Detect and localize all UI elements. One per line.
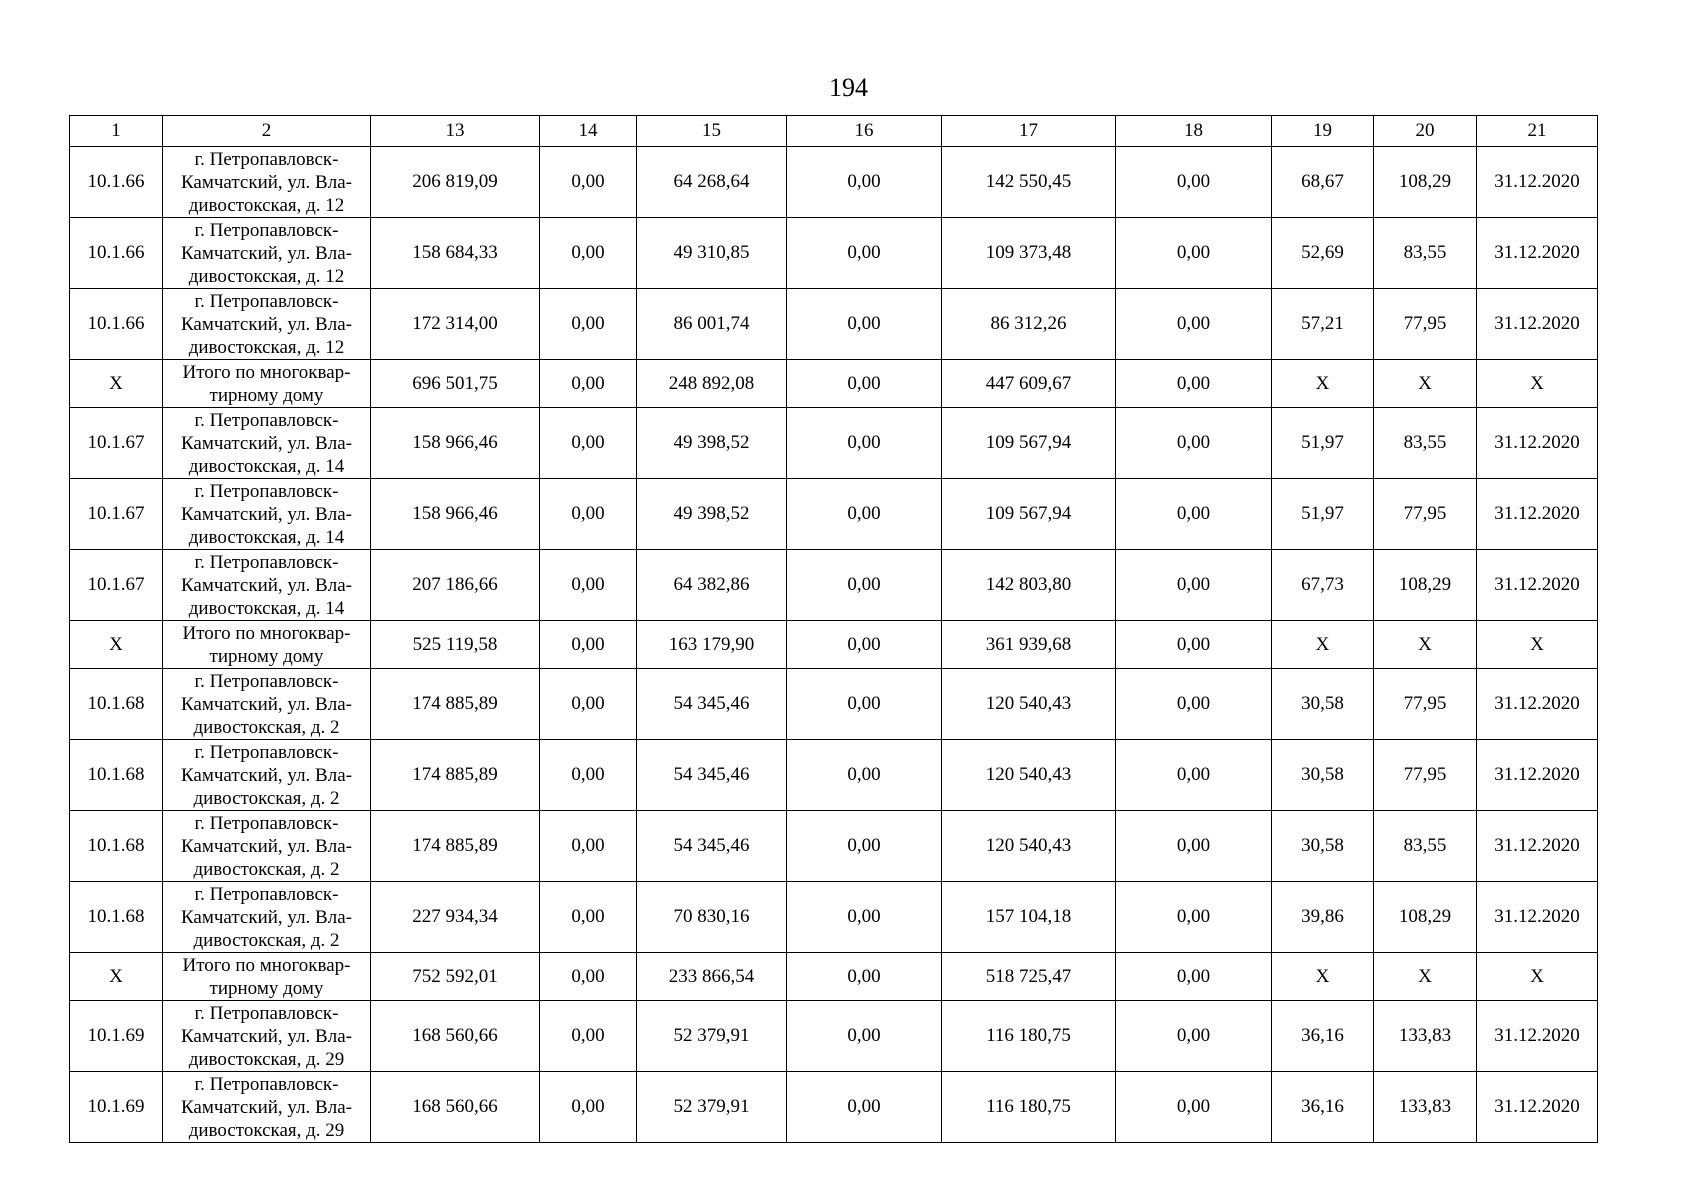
cell-col-15: 70 830,16 <box>637 882 787 953</box>
column-header-17: 17 <box>942 116 1116 147</box>
cell-col-18: 0,00 <box>1116 408 1272 479</box>
cell-col-18: 0,00 <box>1116 953 1272 1001</box>
address-cell: г. Петропавловск-Камчатский, ул. Вла-дивостокская, д. 14 <box>163 408 371 479</box>
cell-col-15: 49 310,85 <box>637 218 787 289</box>
cell-col-18: 0,00 <box>1116 811 1272 882</box>
cell-col-17: 109 567,94 <box>942 479 1116 550</box>
cell-col-21: 31.12.2020 <box>1477 408 1598 479</box>
address-cell: г. Петропавловск-Камчатский, ул. Вла-дивостокская, д. 12 <box>163 147 371 218</box>
cell-col-20: 133,83 <box>1374 1001 1477 1072</box>
cell-col-20: 108,29 <box>1374 147 1477 218</box>
cell-col-17: 120 540,43 <box>942 669 1116 740</box>
table-row <box>70 882 1598 953</box>
cell-col-1: X <box>70 953 163 1001</box>
cell-col-14: 0,00 <box>540 147 637 218</box>
cell-col-13: 172 314,00 <box>371 289 540 360</box>
table-row <box>70 218 1598 289</box>
cell-col-20: 83,55 <box>1374 408 1477 479</box>
cell-col-15: 52 379,91 <box>637 1072 787 1143</box>
cell-col-16: 0,00 <box>787 669 942 740</box>
cell-col-16: 0,00 <box>787 147 942 218</box>
cell-col-13: 207 186,66 <box>371 550 540 621</box>
cell-col-1: 10.1.66 <box>70 218 163 289</box>
cell-col-20: 108,29 <box>1374 550 1477 621</box>
cell-col-14: 0,00 <box>540 740 637 811</box>
cell-col-18: 0,00 <box>1116 1072 1272 1143</box>
cell-col-20: X <box>1374 953 1477 1001</box>
column-header-16: 16 <box>787 116 942 147</box>
total-label-cell: Итого по многоквар-тирному дому <box>163 953 371 1001</box>
address-cell: г. Петропавловск-Камчатский, ул. Вла-дивостокская, д. 29 <box>163 1072 371 1143</box>
cell-col-17: 86 312,26 <box>942 289 1116 360</box>
cell-col-15: 64 382,86 <box>637 550 787 621</box>
table-row <box>70 479 1598 550</box>
cell-col-15: 52 379,91 <box>637 1001 787 1072</box>
cell-col-16: 0,00 <box>787 479 942 550</box>
total-label-cell: Итого по многоквар-тирному дому <box>163 360 371 408</box>
table-row <box>70 550 1598 621</box>
cell-col-19: 68,67 <box>1272 147 1374 218</box>
cell-col-14: 0,00 <box>540 669 637 740</box>
cell-col-14: 0,00 <box>540 621 637 669</box>
column-header-1: 1 <box>70 116 163 147</box>
cell-col-21: 31.12.2020 <box>1477 147 1598 218</box>
cell-col-14: 0,00 <box>540 218 637 289</box>
table-row <box>70 740 1598 811</box>
cell-col-21: X <box>1477 953 1598 1001</box>
cell-col-13: 174 885,89 <box>371 669 540 740</box>
cell-col-17: 142 803,80 <box>942 550 1116 621</box>
cell-col-19: 36,16 <box>1272 1072 1374 1143</box>
cell-col-15: 64 268,64 <box>637 147 787 218</box>
cell-col-14: 0,00 <box>540 479 637 550</box>
cell-col-13: 525 119,58 <box>371 621 540 669</box>
cell-col-17: 361 939,68 <box>942 621 1116 669</box>
address-cell: г. Петропавловск-Камчатский, ул. Вла-дивостокская, д. 2 <box>163 740 371 811</box>
cell-col-15: 163 179,90 <box>637 621 787 669</box>
cell-col-18: 0,00 <box>1116 479 1272 550</box>
cell-col-20: 83,55 <box>1374 811 1477 882</box>
cell-col-15: 233 866,54 <box>637 953 787 1001</box>
cell-col-19: 57,21 <box>1272 289 1374 360</box>
address-cell: г. Петропавловск-Камчатский, ул. Вла-дивостокская, д. 12 <box>163 289 371 360</box>
cell-col-13: 174 885,89 <box>371 740 540 811</box>
cell-col-18: 0,00 <box>1116 882 1272 953</box>
cell-col-18: 0,00 <box>1116 740 1272 811</box>
cell-col-17: 120 540,43 <box>942 811 1116 882</box>
cell-col-16: 0,00 <box>787 740 942 811</box>
cell-col-21: 31.12.2020 <box>1477 882 1598 953</box>
cell-col-18: 0,00 <box>1116 550 1272 621</box>
cell-col-17: 109 567,94 <box>942 408 1116 479</box>
cell-col-13: 168 560,66 <box>371 1001 540 1072</box>
cell-col-1: 10.1.68 <box>70 882 163 953</box>
cell-col-19: 67,73 <box>1272 550 1374 621</box>
address-cell: г. Петропавловск-Камчатский, ул. Вла-дивостокская, д. 2 <box>163 811 371 882</box>
table-row <box>70 669 1598 740</box>
column-header-15: 15 <box>637 116 787 147</box>
table-row <box>70 408 1598 479</box>
cell-col-21: 31.12.2020 <box>1477 479 1598 550</box>
cell-col-21: 31.12.2020 <box>1477 811 1598 882</box>
cell-col-16: 0,00 <box>787 289 942 360</box>
address-cell: г. Петропавловск-Камчатский, ул. Вла-дивостокская, д. 2 <box>163 669 371 740</box>
cell-col-16: 0,00 <box>787 882 942 953</box>
table-row <box>70 811 1598 882</box>
cell-col-13: 752 592,01 <box>371 953 540 1001</box>
cell-col-20: 77,95 <box>1374 479 1477 550</box>
cell-col-20: 133,83 <box>1374 1072 1477 1143</box>
column-header-14: 14 <box>540 116 637 147</box>
cell-col-16: 0,00 <box>787 1001 942 1072</box>
cell-col-14: 0,00 <box>540 289 637 360</box>
address-cell: г. Петропавловск-Камчатский, ул. Вла-дивостокская, д. 14 <box>163 479 371 550</box>
cell-col-18: 0,00 <box>1116 621 1272 669</box>
column-header-21: 21 <box>1477 116 1598 147</box>
cell-col-1: X <box>70 621 163 669</box>
cell-col-15: 49 398,52 <box>637 408 787 479</box>
cell-col-16: 0,00 <box>787 1072 942 1143</box>
cell-col-13: 174 885,89 <box>371 811 540 882</box>
cell-col-19: 30,58 <box>1272 740 1374 811</box>
data-table <box>69 115 1598 1143</box>
address-cell: г. Петропавловск-Камчатский, ул. Вла-дивостокская, д. 12 <box>163 218 371 289</box>
cell-col-18: 0,00 <box>1116 1001 1272 1072</box>
cell-col-17: 120 540,43 <box>942 740 1116 811</box>
column-header-19: 19 <box>1272 116 1374 147</box>
cell-col-20: 77,95 <box>1374 669 1477 740</box>
cell-col-14: 0,00 <box>540 811 637 882</box>
cell-col-14: 0,00 <box>540 953 637 1001</box>
cell-col-21: 31.12.2020 <box>1477 289 1598 360</box>
cell-col-15: 248 892,08 <box>637 360 787 408</box>
cell-col-21: X <box>1477 360 1598 408</box>
cell-col-21: 31.12.2020 <box>1477 669 1598 740</box>
cell-col-19: 52,69 <box>1272 218 1374 289</box>
cell-col-20: 108,29 <box>1374 882 1477 953</box>
cell-col-13: 206 819,09 <box>371 147 540 218</box>
cell-col-1: 10.1.66 <box>70 289 163 360</box>
cell-col-18: 0,00 <box>1116 218 1272 289</box>
cell-col-21: 31.12.2020 <box>1477 550 1598 621</box>
cell-col-13: 227 934,34 <box>371 882 540 953</box>
cell-col-14: 0,00 <box>540 550 637 621</box>
cell-col-17: 157 104,18 <box>942 882 1116 953</box>
cell-col-14: 0,00 <box>540 408 637 479</box>
cell-col-1: 10.1.68 <box>70 669 163 740</box>
cell-col-18: 0,00 <box>1116 289 1272 360</box>
cell-col-1: 10.1.69 <box>70 1001 163 1072</box>
cell-col-1: 10.1.68 <box>70 740 163 811</box>
address-cell: г. Петропавловск-Камчатский, ул. Вла-дивостокская, д. 2 <box>163 882 371 953</box>
cell-col-17: 116 180,75 <box>942 1001 1116 1072</box>
cell-col-13: 158 684,33 <box>371 218 540 289</box>
cell-col-16: 0,00 <box>787 360 942 408</box>
cell-col-13: 158 966,46 <box>371 479 540 550</box>
cell-col-19: 39,86 <box>1272 882 1374 953</box>
cell-col-19: X <box>1272 953 1374 1001</box>
address-cell: г. Петропавловск-Камчатский, ул. Вла-дивостокская, д. 29 <box>163 1001 371 1072</box>
cell-col-15: 86 001,74 <box>637 289 787 360</box>
cell-col-19: X <box>1272 360 1374 408</box>
cell-col-15: 54 345,46 <box>637 811 787 882</box>
cell-col-1: 10.1.66 <box>70 147 163 218</box>
cell-col-19: X <box>1272 621 1374 669</box>
column-header-20: 20 <box>1374 116 1477 147</box>
cell-col-19: 51,97 <box>1272 408 1374 479</box>
cell-col-21: 31.12.2020 <box>1477 1072 1598 1143</box>
table-body <box>70 147 1598 1143</box>
cell-col-18: 0,00 <box>1116 669 1272 740</box>
table-row <box>70 1072 1598 1143</box>
table-row <box>70 147 1598 218</box>
cell-col-16: 0,00 <box>787 621 942 669</box>
cell-col-1: 10.1.67 <box>70 550 163 621</box>
cell-col-17: 116 180,75 <box>942 1072 1116 1143</box>
cell-col-16: 0,00 <box>787 550 942 621</box>
cell-col-1: 10.1.67 <box>70 479 163 550</box>
cell-col-16: 0,00 <box>787 953 942 1001</box>
column-header-13: 13 <box>371 116 540 147</box>
column-header-2: 2 <box>163 116 371 147</box>
cell-col-19: 30,58 <box>1272 811 1374 882</box>
cell-col-1: X <box>70 360 163 408</box>
cell-col-13: 158 966,46 <box>371 408 540 479</box>
address-cell: г. Петропавловск-Камчатский, ул. Вла-дивостокская, д. 14 <box>163 550 371 621</box>
cell-col-19: 30,58 <box>1272 669 1374 740</box>
cell-col-21: 31.12.2020 <box>1477 1001 1598 1072</box>
cell-col-17: 142 550,45 <box>942 147 1116 218</box>
total-row <box>70 360 1598 408</box>
cell-col-14: 0,00 <box>540 1001 637 1072</box>
cell-col-20: X <box>1374 360 1477 408</box>
cell-col-16: 0,00 <box>787 218 942 289</box>
page-number: 194 <box>829 73 868 102</box>
cell-col-21: X <box>1477 621 1598 669</box>
cell-col-20: 77,95 <box>1374 740 1477 811</box>
cell-col-13: 696 501,75 <box>371 360 540 408</box>
cell-col-19: 36,16 <box>1272 1001 1374 1072</box>
cell-col-14: 0,00 <box>540 882 637 953</box>
cell-col-1: 10.1.67 <box>70 408 163 479</box>
cell-col-15: 54 345,46 <box>637 740 787 811</box>
cell-col-18: 0,00 <box>1116 147 1272 218</box>
table-row <box>70 1001 1598 1072</box>
cell-col-20: 83,55 <box>1374 218 1477 289</box>
cell-col-14: 0,00 <box>540 1072 637 1143</box>
cell-col-16: 0,00 <box>787 811 942 882</box>
cell-col-16: 0,00 <box>787 408 942 479</box>
cell-col-14: 0,00 <box>540 360 637 408</box>
header-row <box>70 116 1598 147</box>
cell-col-15: 54 345,46 <box>637 669 787 740</box>
cell-col-21: 31.12.2020 <box>1477 740 1598 811</box>
table-row <box>70 289 1598 360</box>
column-header-18: 18 <box>1116 116 1272 147</box>
cell-col-19: 51,97 <box>1272 479 1374 550</box>
cell-col-13: 168 560,66 <box>371 1072 540 1143</box>
total-row <box>70 953 1598 1001</box>
cell-col-1: 10.1.69 <box>70 1072 163 1143</box>
cell-col-15: 49 398,52 <box>637 479 787 550</box>
cell-col-18: 0,00 <box>1116 360 1272 408</box>
cell-col-17: 447 609,67 <box>942 360 1116 408</box>
total-row <box>70 621 1598 669</box>
cell-col-17: 518 725,47 <box>942 953 1116 1001</box>
cell-col-21: 31.12.2020 <box>1477 218 1598 289</box>
cell-col-17: 109 373,48 <box>942 218 1116 289</box>
total-label-cell: Итого по многоквар-тирному дому <box>163 621 371 669</box>
cell-col-20: 77,95 <box>1374 289 1477 360</box>
cell-col-20: X <box>1374 621 1477 669</box>
cell-col-1: 10.1.68 <box>70 811 163 882</box>
